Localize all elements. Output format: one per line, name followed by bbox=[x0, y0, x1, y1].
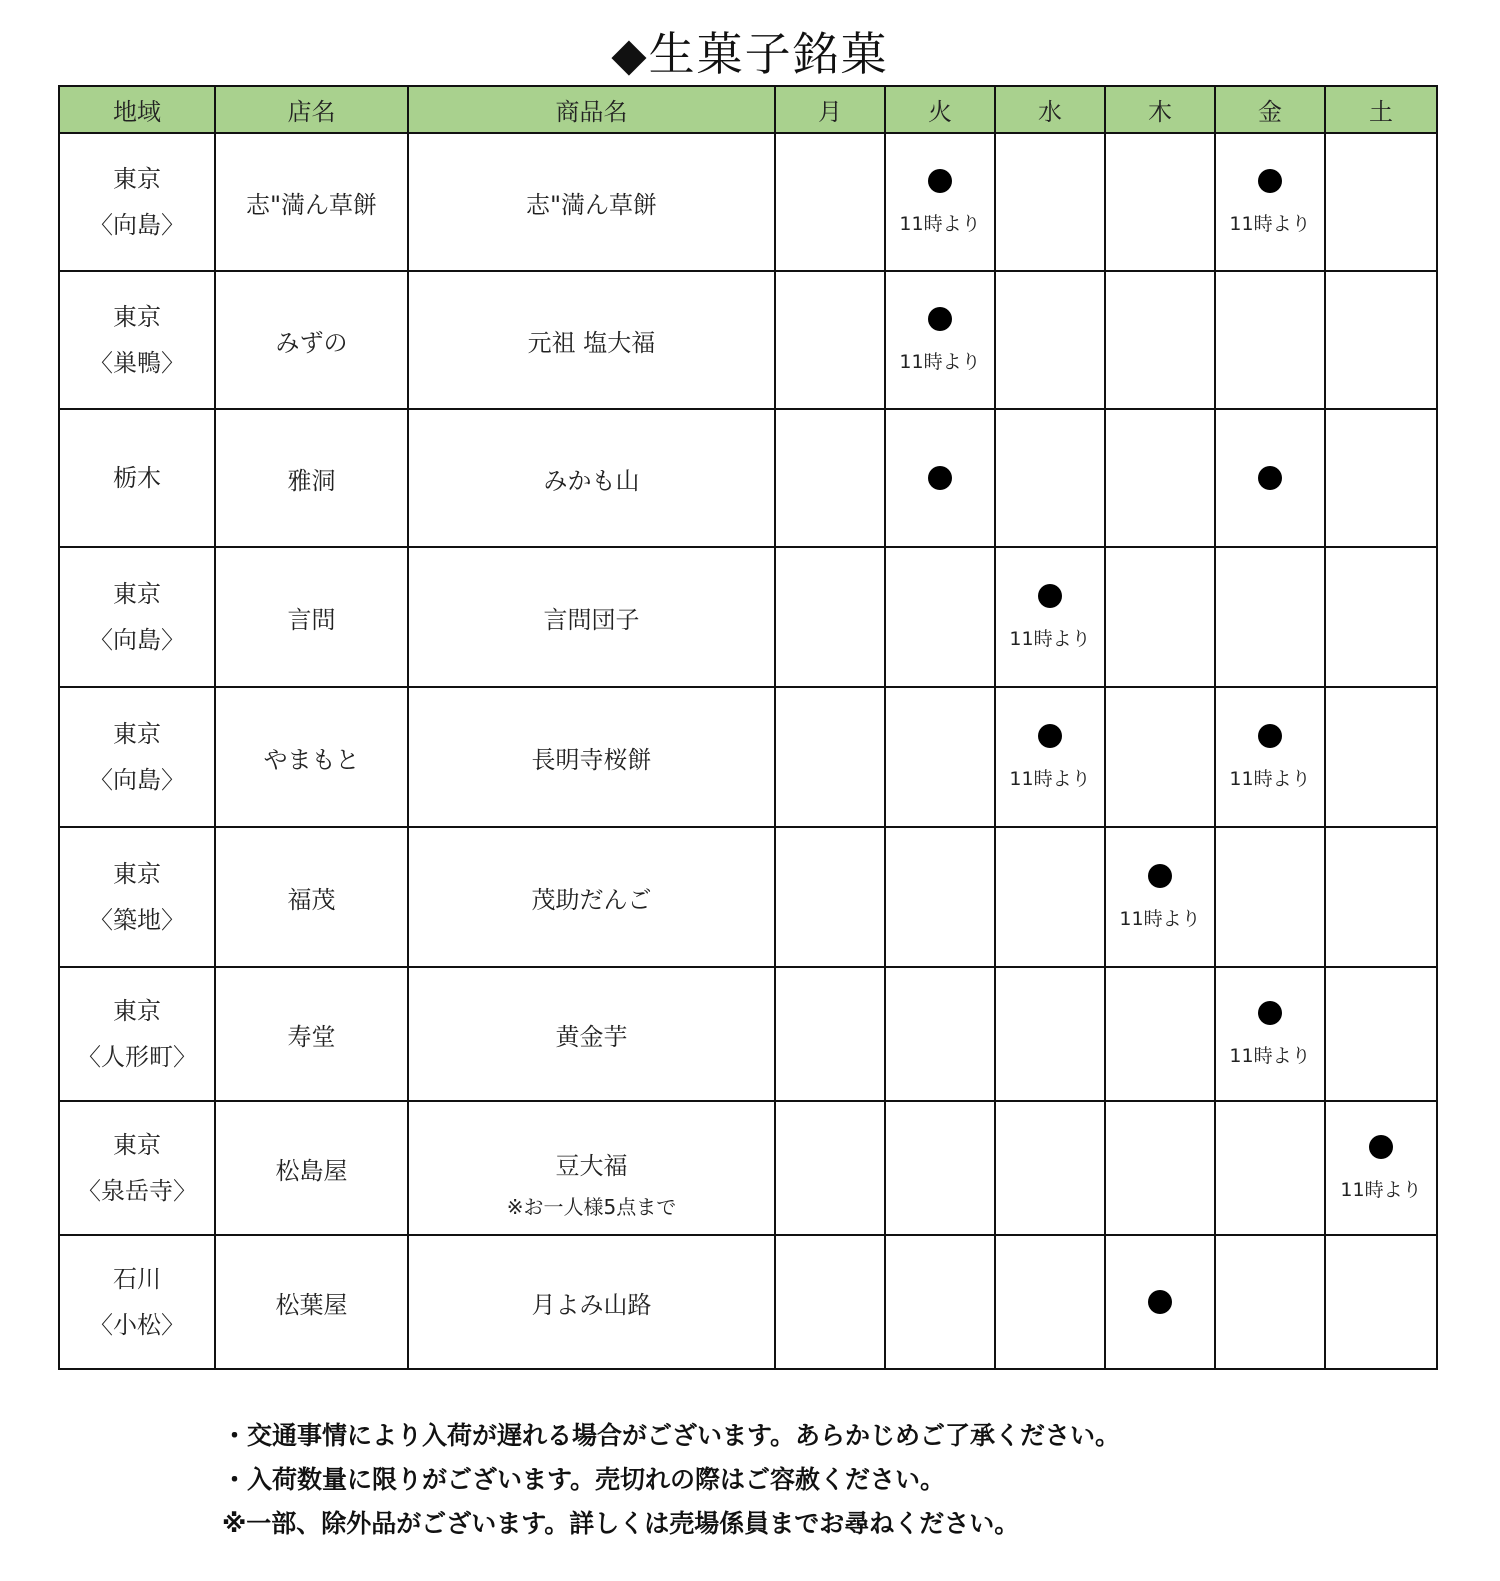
day-cell bbox=[775, 547, 885, 687]
region-cell bbox=[59, 1101, 215, 1235]
day-cell bbox=[995, 409, 1105, 547]
product-cell bbox=[408, 409, 775, 547]
header-fri: 金 bbox=[1215, 86, 1325, 133]
day-cell bbox=[1325, 967, 1437, 1101]
day-cell bbox=[995, 827, 1105, 967]
day-cell bbox=[775, 1101, 885, 1235]
filled-circle-icon bbox=[1258, 169, 1282, 193]
product-cell bbox=[408, 1235, 775, 1369]
day-cell bbox=[1325, 133, 1437, 271]
header-wed: 水 bbox=[995, 86, 1105, 133]
availability-mark bbox=[886, 169, 994, 236]
shop-name: 松島屋 bbox=[215, 1101, 408, 1235]
region-text: 石川 bbox=[113, 1265, 161, 1293]
availability-mark bbox=[1216, 466, 1324, 490]
product-name: 志"満ん草餅 bbox=[525, 190, 658, 219]
day-cell bbox=[995, 1235, 1105, 1369]
header-tue: 火 bbox=[885, 86, 995, 133]
product-cell bbox=[408, 1101, 775, 1235]
product-name: みかも山 bbox=[543, 466, 640, 495]
region-cell bbox=[59, 271, 215, 409]
filled-circle-icon bbox=[928, 307, 952, 331]
availability-mark bbox=[1326, 1135, 1436, 1202]
region-text: 東京 bbox=[113, 165, 161, 193]
region-text: 〈巣鴨〉 bbox=[89, 349, 185, 377]
region-text: 東京 bbox=[113, 997, 161, 1025]
region-text: 〈小松〉 bbox=[89, 1311, 185, 1339]
day-cell bbox=[775, 687, 885, 827]
region-cell bbox=[59, 827, 215, 967]
region-cell bbox=[59, 687, 215, 827]
region-text: 栃木 bbox=[113, 464, 161, 492]
day-cell bbox=[885, 271, 995, 409]
day-cell bbox=[995, 133, 1105, 271]
day-cell bbox=[885, 133, 995, 271]
table-row bbox=[59, 133, 1437, 271]
region-text: 〈築地〉 bbox=[89, 906, 185, 934]
region-text: 東京 bbox=[113, 303, 161, 331]
day-cell bbox=[1105, 409, 1215, 547]
day-cell bbox=[885, 409, 995, 547]
day-cell bbox=[885, 1101, 995, 1235]
availability-mark bbox=[886, 307, 994, 374]
filled-circle-icon bbox=[1258, 466, 1282, 490]
shop-name: 志"満ん草餅 bbox=[215, 133, 408, 271]
availability-mark bbox=[886, 466, 994, 490]
arrival-time: 11時より bbox=[1340, 1178, 1422, 1201]
day-cell bbox=[775, 271, 885, 409]
header-mon: 月 bbox=[775, 86, 885, 133]
table-row bbox=[59, 409, 1437, 547]
region-cell bbox=[59, 409, 215, 547]
region-cell bbox=[59, 133, 215, 271]
availability-mark bbox=[996, 724, 1104, 791]
product-cell bbox=[408, 133, 775, 271]
region-text: 東京 bbox=[113, 860, 161, 888]
arrival-time: 11時より bbox=[1119, 907, 1201, 930]
header-product: 商品名 bbox=[408, 86, 775, 133]
product-cell bbox=[408, 271, 775, 409]
day-cell bbox=[1325, 1101, 1437, 1235]
day-cell bbox=[1215, 547, 1325, 687]
table-row bbox=[59, 1235, 1437, 1369]
shop-name: 雅洞 bbox=[215, 409, 408, 547]
header-shop: 店名 bbox=[215, 86, 408, 133]
page-title: ◆生菓子銘菓 bbox=[611, 27, 889, 81]
day-cell bbox=[995, 271, 1105, 409]
region-text: 〈泉岳寺〉 bbox=[77, 1177, 197, 1205]
day-cell bbox=[775, 133, 885, 271]
day-cell bbox=[885, 687, 995, 827]
arrival-time: 11時より bbox=[1229, 767, 1311, 790]
product-cell bbox=[408, 967, 775, 1101]
header-thu: 木 bbox=[1105, 86, 1215, 133]
day-cell bbox=[775, 967, 885, 1101]
day-cell bbox=[1215, 1101, 1325, 1235]
filled-circle-icon bbox=[1038, 724, 1062, 748]
footnote: ・入荷数量に限りがございます。売切れの際はご容赦ください。 bbox=[222, 1465, 946, 1494]
day-cell bbox=[1215, 687, 1325, 827]
filled-circle-icon bbox=[928, 466, 952, 490]
region-text: 東京 bbox=[113, 720, 161, 748]
table-body bbox=[59, 133, 1437, 1369]
product-name: 言問団子 bbox=[543, 605, 640, 634]
day-cell bbox=[995, 547, 1105, 687]
filled-circle-icon bbox=[1148, 1290, 1172, 1314]
day-cell bbox=[885, 1235, 995, 1369]
availability-mark bbox=[996, 584, 1104, 651]
filled-circle-icon bbox=[1369, 1135, 1393, 1159]
region-text: 東京 bbox=[113, 1131, 161, 1159]
availability-mark bbox=[1216, 724, 1324, 791]
footnote: ・交通事情により入荷が遅れる場合がございます。あらかじめご了承ください。 bbox=[222, 1421, 1121, 1450]
day-cell bbox=[995, 967, 1105, 1101]
day-cell bbox=[1215, 133, 1325, 271]
day-cell bbox=[1325, 827, 1437, 967]
day-cell bbox=[995, 1101, 1105, 1235]
region-cell bbox=[59, 967, 215, 1101]
footnote: ※一部、除外品がございます。詳しくは売場係員までお尋ねください。 bbox=[222, 1509, 1020, 1538]
day-cell bbox=[1215, 1235, 1325, 1369]
product-name: 茂助だんご bbox=[531, 885, 652, 914]
day-cell bbox=[1325, 687, 1437, 827]
product-name: 長明寺桜餅 bbox=[531, 745, 652, 774]
availability-mark bbox=[1106, 864, 1214, 931]
header-row bbox=[59, 86, 1437, 133]
schedule-table bbox=[58, 85, 1438, 1370]
day-cell bbox=[885, 967, 995, 1101]
product-name: 黄金芋 bbox=[555, 1022, 628, 1051]
product-cell bbox=[408, 547, 775, 687]
filled-circle-icon bbox=[1038, 584, 1062, 608]
filled-circle-icon bbox=[928, 169, 952, 193]
day-cell bbox=[1215, 271, 1325, 409]
region-cell bbox=[59, 1235, 215, 1369]
day-cell bbox=[1215, 409, 1325, 547]
region-text: 〈人形町〉 bbox=[77, 1043, 197, 1071]
day-cell bbox=[1105, 687, 1215, 827]
filled-circle-icon bbox=[1258, 1001, 1282, 1025]
header-region: 地域 bbox=[59, 86, 215, 133]
table-row bbox=[59, 967, 1437, 1101]
day-cell bbox=[1325, 409, 1437, 547]
availability-mark bbox=[1216, 169, 1324, 236]
region-text: 〈向島〉 bbox=[89, 626, 185, 654]
arrival-time: 11時より bbox=[1009, 767, 1091, 790]
day-cell bbox=[1105, 1235, 1215, 1369]
day-cell bbox=[1325, 547, 1437, 687]
filled-circle-icon bbox=[1258, 724, 1282, 748]
region-cell bbox=[59, 547, 215, 687]
day-cell bbox=[775, 1235, 885, 1369]
region-text: 〈向島〉 bbox=[89, 211, 185, 239]
arrival-time: 11時より bbox=[1009, 627, 1091, 650]
shop-name: 松葉屋 bbox=[215, 1235, 408, 1369]
day-cell bbox=[1105, 827, 1215, 967]
shop-name: みずの bbox=[215, 271, 408, 409]
day-cell bbox=[1105, 547, 1215, 687]
day-cell bbox=[775, 827, 885, 967]
arrival-time: 11時より bbox=[1229, 1044, 1311, 1067]
day-cell bbox=[1215, 967, 1325, 1101]
table-row bbox=[59, 1101, 1437, 1235]
shop-name: 福茂 bbox=[215, 827, 408, 967]
product-cell bbox=[408, 827, 775, 967]
arrival-time: 11時より bbox=[1229, 212, 1311, 235]
product-name: 豆大福 bbox=[555, 1152, 628, 1180]
shop-name: 寿堂 bbox=[215, 967, 408, 1101]
product-cell bbox=[408, 687, 775, 827]
table-row bbox=[59, 827, 1437, 967]
day-cell bbox=[1105, 271, 1215, 409]
day-cell bbox=[1105, 1101, 1215, 1235]
filled-circle-icon bbox=[1148, 864, 1172, 888]
arrival-time: 11時より bbox=[899, 350, 981, 373]
day-cell bbox=[1325, 271, 1437, 409]
region-text: 〈向島〉 bbox=[89, 766, 185, 794]
shop-name: やまもと bbox=[215, 687, 408, 827]
day-cell bbox=[885, 547, 995, 687]
header-sat: 土 bbox=[1325, 86, 1437, 133]
product-note: ※お一人様5点まで bbox=[506, 1195, 677, 1219]
footnotes bbox=[222, 1414, 1120, 1546]
table-row bbox=[59, 271, 1437, 409]
day-cell bbox=[885, 827, 995, 967]
table-row bbox=[59, 687, 1437, 827]
day-cell bbox=[995, 687, 1105, 827]
availability-mark bbox=[1106, 1290, 1214, 1314]
availability-mark bbox=[1216, 1001, 1324, 1068]
day-cell bbox=[1325, 1235, 1437, 1369]
day-cell bbox=[1215, 827, 1325, 967]
product-name: 月よみ山路 bbox=[531, 1290, 652, 1319]
region-text: 東京 bbox=[113, 580, 161, 608]
day-cell bbox=[1105, 133, 1215, 271]
day-cell bbox=[1105, 967, 1215, 1101]
day-cell bbox=[775, 409, 885, 547]
table-row bbox=[59, 547, 1437, 687]
product-name: 元祖 塩大福 bbox=[527, 328, 656, 357]
arrival-time: 11時より bbox=[899, 212, 981, 235]
shop-name: 言問 bbox=[215, 547, 408, 687]
